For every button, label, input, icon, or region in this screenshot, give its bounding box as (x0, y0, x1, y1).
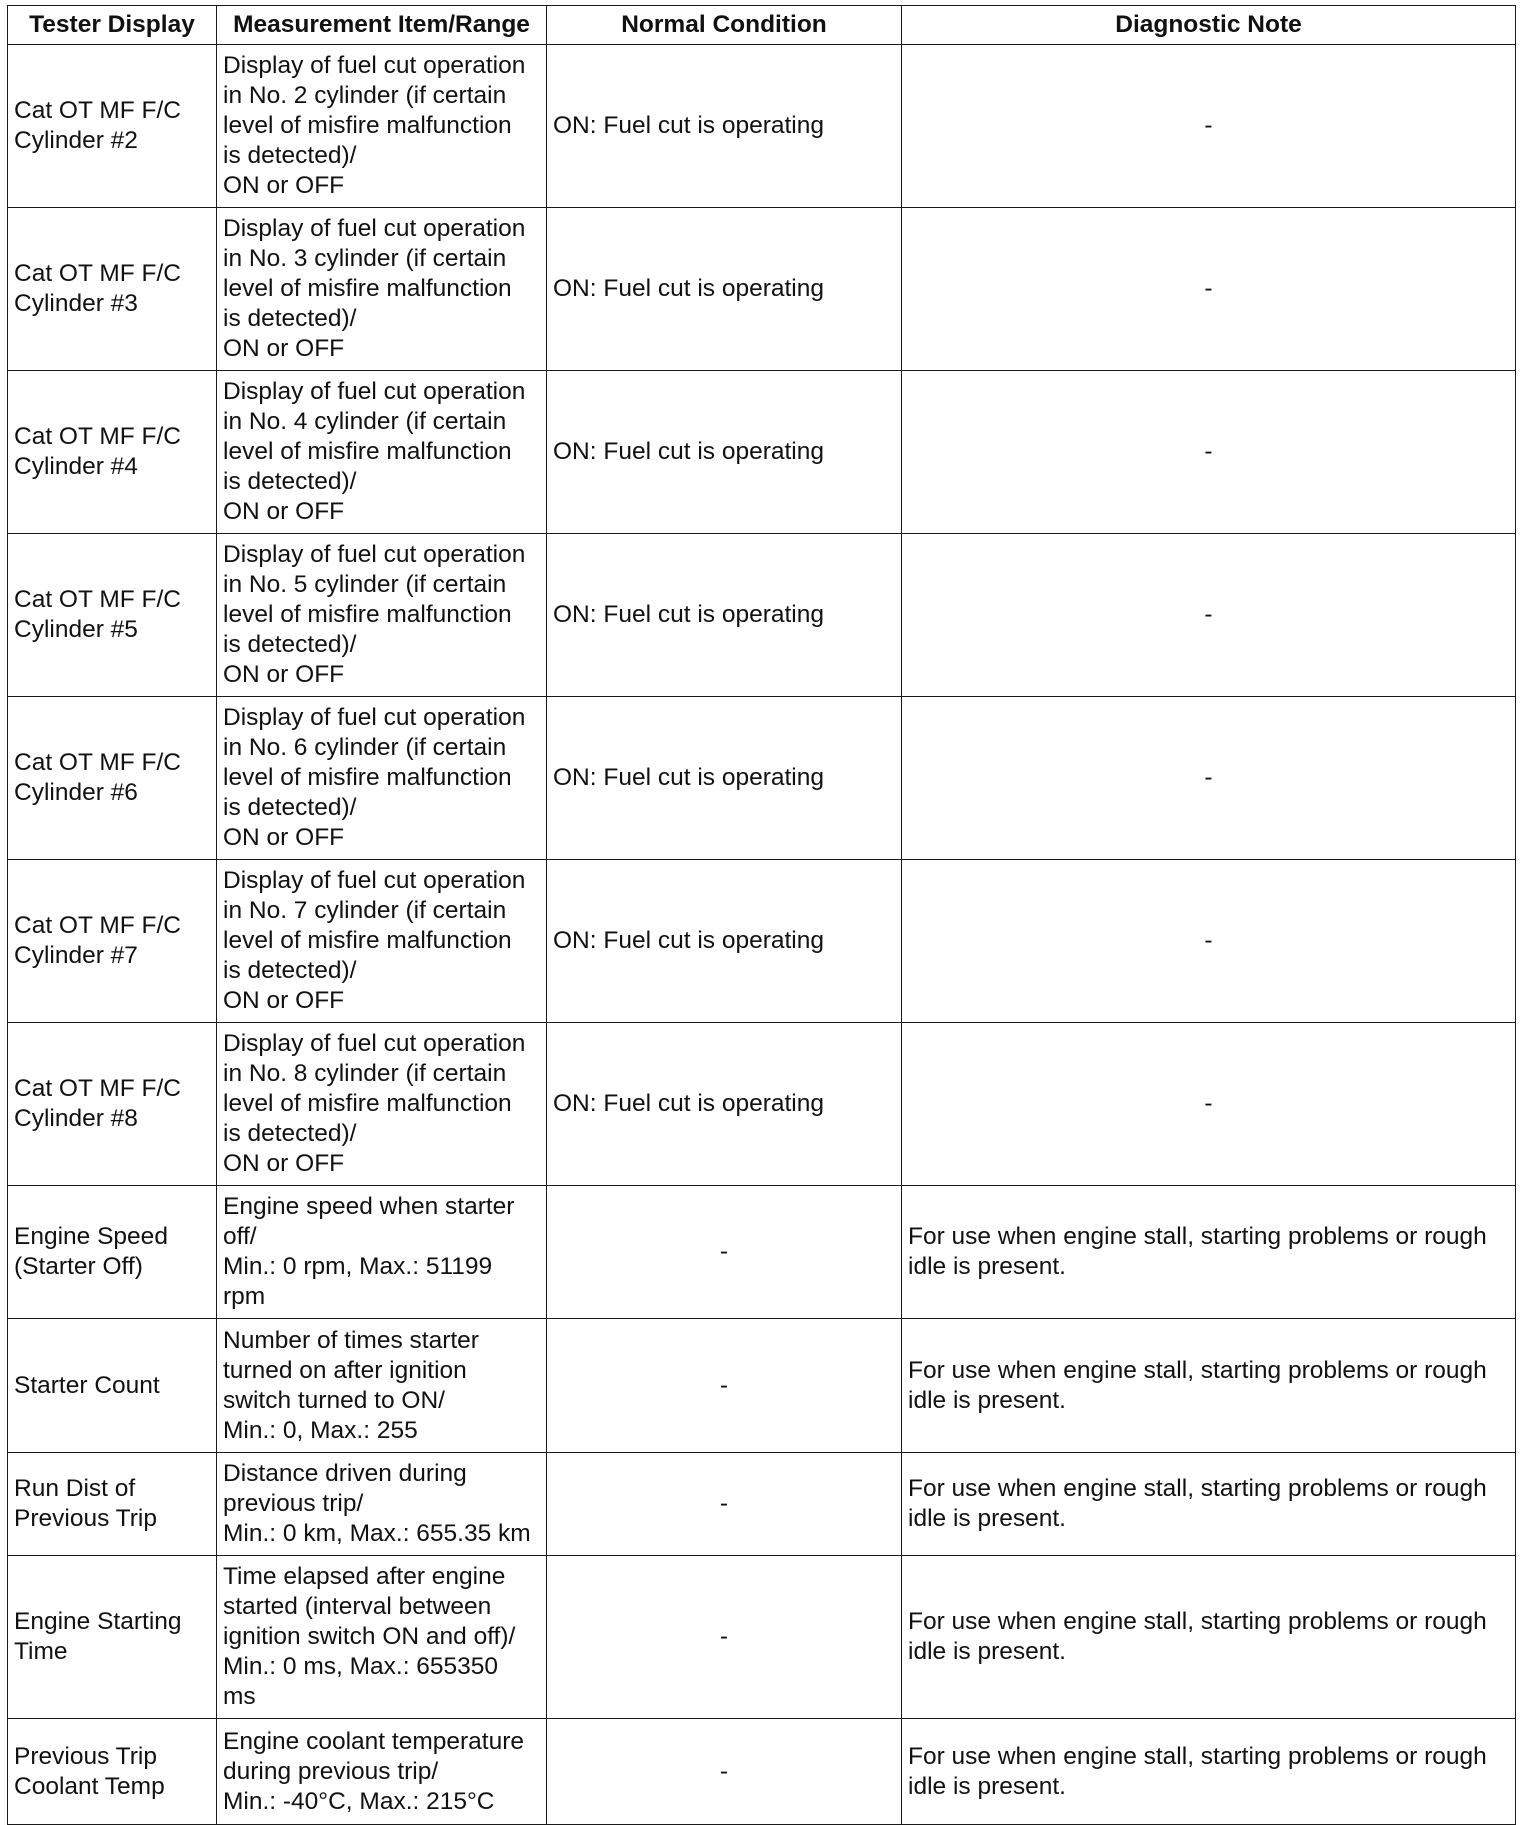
measurement-item-cell (217, 534, 547, 697)
normal-condition-text: ON: Fuel cut is operating (553, 438, 824, 465)
measurement-item-cell-line: is detected)/ (223, 1120, 357, 1147)
measurement-item-cell-line: ON or OFF (223, 498, 345, 525)
measurement-item-cell-line: ms (223, 1683, 256, 1710)
measurement-item-cell-line: Min.: -40°C, Max.: 215°C (223, 1787, 495, 1815)
normal-condition-text: - (719, 1623, 729, 1650)
measurement-item-cell-line: Number of times starter (223, 1326, 479, 1354)
measurement-item-cell-line: Display of fuel cut operation (223, 541, 526, 568)
table-body (8, 45, 1516, 1825)
header-normal-condition: Normal Condition (547, 6, 902, 45)
header-row (8, 6, 1516, 45)
measurement-item-cell-line: in No. 3 cylinder (if certain (223, 245, 507, 272)
measurement-item-cell-line: ON or OFF (223, 987, 345, 1014)
measurement-item-cell-line: Time elapsed after engine (223, 1563, 506, 1590)
tester-display-cell-line: Cat OT MF F/C (14, 912, 181, 939)
measurement-item-cell-line: Display of fuel cut operation (223, 215, 526, 242)
measurement-item-cell (217, 860, 547, 1023)
tester-display-cell-line: Cylinder #4 (14, 453, 138, 480)
diagnostic-note-cell-line: For use when engine stall, starting problems or rough (908, 1742, 1487, 1770)
table-row (8, 208, 1516, 371)
normal-condition-cell (547, 1023, 902, 1186)
measurement-item-cell-line: Distance driven during (223, 1460, 467, 1487)
normal-condition-text: ON: Fuel cut is operating (553, 764, 824, 791)
tester-display-cell-line: Cat OT MF F/C (14, 260, 181, 287)
measurement-item-cell-line: started (interval between (223, 1593, 492, 1620)
diagnostic-note-cell-line: idle is present. (908, 1386, 1066, 1414)
normal-condition-cell (547, 1453, 902, 1556)
measurement-item-cell-line: rpm (223, 1283, 266, 1310)
tester-display-cell (8, 45, 217, 208)
measurement-item-cell-line: Min.: 0 rpm, Max.: 51199 (223, 1253, 493, 1280)
measurement-item-cell (217, 1319, 547, 1453)
measurement-item-cell-line: switch turned to ON/ (223, 1386, 445, 1414)
measurement-item-cell-line: in No. 2 cylinder (if certain (223, 82, 507, 109)
normal-condition-cell (547, 697, 902, 860)
measurement-item-cell-line: Display of fuel cut operation (223, 378, 526, 405)
tester-display-cell-line: Cat OT MF F/C (14, 97, 181, 124)
tester-display-cell-line: Cylinder #5 (14, 616, 138, 643)
tester-display-cell (8, 534, 217, 697)
table-row (8, 860, 1516, 1023)
measurement-item-cell (217, 1186, 547, 1319)
diagnostic-note-cell-line: For use when engine stall, starting problems or rough (908, 1223, 1487, 1250)
measurement-item-cell-line: ON or OFF (223, 661, 345, 688)
tester-display-cell-line: Run Dist of (14, 1475, 136, 1502)
table-row (8, 1453, 1516, 1556)
diagnostic-note-cell (902, 1023, 1516, 1186)
measurement-item-cell-line: Min.: 0 km, Max.: 655.35 km (223, 1520, 531, 1547)
normal-condition-cell (547, 208, 902, 371)
measurement-item-cell (217, 1719, 547, 1825)
header-diagnostic-note: Diagnostic Note (902, 6, 1516, 45)
measurement-item-cell-line: is detected)/ (223, 794, 357, 821)
measurement-item-cell-line: Min.: 0 ms, Max.: 655350 (223, 1653, 499, 1680)
table-row (8, 534, 1516, 697)
data-list-sheet (7, 5, 1515, 1825)
diagnostic-note-cell-line: idle is present. (908, 1638, 1066, 1665)
diagnostic-note-cell-line: For use when engine stall, starting problems or rough (908, 1356, 1487, 1384)
measurement-item-cell-line: ON or OFF (223, 1150, 345, 1177)
measurement-item-cell-line: during previous trip/ (223, 1757, 439, 1785)
normal-condition-cell (547, 860, 902, 1023)
normal-condition-cell (547, 1719, 902, 1825)
measurement-item-cell-line: in No. 7 cylinder (if certain (223, 897, 507, 924)
measurement-item-cell (217, 208, 547, 371)
diagnostic-note-cell-line: - (1204, 1090, 1213, 1117)
normal-condition-text: - (719, 1238, 729, 1265)
normal-condition-text: - (719, 1757, 729, 1785)
normal-condition-text: ON: Fuel cut is operating (553, 112, 824, 139)
measurement-item-cell-line: Display of fuel cut operation (223, 867, 526, 894)
tester-display-cell-line: Cylinder #7 (14, 942, 138, 969)
diagnostic-note-cell-line: - (1204, 275, 1213, 302)
tester-display-cell-line: Cat OT MF F/C (14, 749, 181, 776)
measurement-item-cell-line: is detected)/ (223, 631, 357, 658)
measurement-item-cell-line: level of misfire malfunction (223, 112, 512, 139)
tester-display-cell-line: Cylinder #3 (14, 290, 138, 317)
table-row (8, 371, 1516, 534)
normal-condition-text: - (719, 1371, 729, 1399)
normal-condition-cell (547, 371, 902, 534)
tester-display-cell-line: Cat OT MF F/C (14, 423, 181, 450)
tester-display-cell-line: Time (14, 1638, 68, 1665)
tester-display-cell-line: (Starter Off) (14, 1253, 143, 1280)
tester-display-cell-line: Cylinder #8 (14, 1105, 138, 1132)
tester-display-cell (8, 1319, 217, 1453)
normal-condition-cell (547, 1556, 902, 1719)
normal-condition-text: - (719, 1490, 729, 1517)
measurement-item-cell-line: previous trip/ (223, 1490, 364, 1517)
measurement-item-cell (217, 1556, 547, 1719)
table-row (8, 697, 1516, 860)
diagnostic-note-cell (902, 371, 1516, 534)
tester-display-cell (8, 1719, 217, 1825)
tester-display-cell (8, 1023, 217, 1186)
measurement-item-cell-line: Engine coolant temperature (223, 1727, 524, 1755)
tester-display-cell-line: Cat OT MF F/C (14, 1075, 181, 1102)
measurement-item-cell-line: Display of fuel cut operation (223, 52, 526, 79)
measurement-item-cell-line: level of misfire malfunction (223, 927, 512, 954)
measurement-item-cell-line: is detected)/ (223, 305, 357, 332)
header-tester-display: Tester Display (8, 6, 217, 45)
measurement-item-cell-line: in No. 4 cylinder (if certain (223, 408, 507, 435)
normal-condition-text: ON: Fuel cut is operating (553, 601, 824, 628)
measurement-item-cell-line: is detected)/ (223, 468, 357, 495)
measurement-item-cell-line: ON or OFF (223, 172, 345, 199)
tester-display-cell-line: Cat OT MF F/C (14, 586, 181, 613)
diagnostic-note-cell (902, 208, 1516, 371)
diagnostic-note-cell-line: - (1204, 601, 1213, 628)
tester-display-cell-line: Coolant Temp (14, 1772, 165, 1800)
diagnostic-note-cell-line: - (1204, 927, 1213, 954)
measurement-item-cell (217, 697, 547, 860)
diagnostic-note-cell (902, 1453, 1516, 1556)
measurement-item-cell-line: Engine speed when starter (223, 1193, 515, 1220)
diagnostic-note-cell-line: - (1204, 438, 1213, 465)
diagnostic-note-cell (902, 860, 1516, 1023)
tester-display-cell (8, 1556, 217, 1719)
diagnostic-note-cell-line: idle is present. (908, 1505, 1066, 1532)
measurement-item-cell (217, 371, 547, 534)
diagnostic-note-cell-line: For use when engine stall, starting problems or rough (908, 1475, 1487, 1502)
normal-condition-text: ON: Fuel cut is operating (553, 1090, 824, 1117)
table-row (8, 45, 1516, 208)
diagnostic-note-cell (902, 1719, 1516, 1825)
measurement-item-cell-line: level of misfire malfunction (223, 1090, 512, 1117)
measurement-item-cell-line: Display of fuel cut operation (223, 704, 526, 731)
normal-condition-text: ON: Fuel cut is operating (553, 275, 824, 302)
measurement-item-cell-line: Min.: 0, Max.: 255 (223, 1416, 418, 1444)
tester-display-cell-line: Engine Speed (14, 1223, 168, 1250)
table-row (8, 1186, 1516, 1319)
tester-display-cell-line: Starter Count (14, 1371, 160, 1399)
diagnostic-note-cell-line: idle is present. (908, 1253, 1066, 1280)
table-row (8, 1023, 1516, 1186)
diagnostic-note-cell (902, 534, 1516, 697)
tester-display-cell (8, 371, 217, 534)
tester-display-cell (8, 697, 217, 860)
measurement-item-cell (217, 1453, 547, 1556)
tester-display-cell (8, 1453, 217, 1556)
measurement-item-cell-line: in No. 6 cylinder (if certain (223, 734, 507, 761)
measurement-item-cell-line: is detected)/ (223, 142, 357, 169)
tester-display-cell-line: Previous Trip (14, 1742, 157, 1770)
tester-display-cell-line: Previous Trip (14, 1505, 157, 1532)
measurement-item-cell-line: ignition switch ON and off)/ (223, 1623, 516, 1650)
normal-condition-cell (547, 1186, 902, 1319)
table-row (8, 1556, 1516, 1719)
measurement-item-cell-line: is detected)/ (223, 957, 357, 984)
diagnostic-note-cell (902, 1186, 1516, 1319)
measurement-item-cell-line: ON or OFF (223, 824, 345, 851)
measurement-item-cell-line: in No. 8 cylinder (if certain (223, 1060, 507, 1087)
measurement-item-cell-line: turned on after ignition (223, 1356, 467, 1384)
normal-condition-cell (547, 534, 902, 697)
measurement-item-cell-line: Display of fuel cut operation (223, 1030, 526, 1057)
tester-display-cell (8, 860, 217, 1023)
diagnostic-note-cell (902, 1556, 1516, 1719)
normal-condition-text: ON: Fuel cut is operating (553, 927, 824, 954)
tester-display-cell (8, 1186, 217, 1319)
tester-display-cell-line: Engine Starting (14, 1608, 182, 1635)
table-row (8, 1319, 1516, 1453)
diagnostic-note-cell-line: For use when engine stall, starting problems or rough (908, 1608, 1487, 1635)
tester-display-cell-line: Cylinder #2 (14, 127, 138, 154)
normal-condition-cell (547, 1319, 902, 1453)
diagnostic-note-cell (902, 45, 1516, 208)
measurement-item-cell (217, 45, 547, 208)
measurement-item-cell-line: off/ (223, 1223, 257, 1250)
diagnostic-note-cell-line: - (1204, 764, 1213, 791)
measurement-item-cell-line: level of misfire malfunction (223, 275, 512, 302)
diagnostic-note-cell-line: idle is present. (908, 1772, 1066, 1800)
diagnostic-note-cell (902, 1319, 1516, 1453)
measurement-item-cell-line: ON or OFF (223, 335, 345, 362)
measurement-item-cell-line: level of misfire malfunction (223, 601, 512, 628)
measurement-item-cell-line: level of misfire malfunction (223, 764, 512, 791)
table-header (8, 6, 1516, 45)
tester-display-cell (8, 208, 217, 371)
measurement-item-cell (217, 1023, 547, 1186)
measurement-item-cell-line: level of misfire malfunction (223, 438, 512, 465)
data-list-table (7, 5, 1516, 1825)
measurement-item-cell-line: in No. 5 cylinder (if certain (223, 571, 507, 598)
diagnostic-note-cell-line: - (1204, 112, 1213, 139)
header-measurement-item-range: Measurement Item/Range (217, 6, 547, 45)
diagnostic-note-cell (902, 697, 1516, 860)
normal-condition-cell (547, 45, 902, 208)
table-row (8, 1719, 1516, 1825)
tester-display-cell-line: Cylinder #6 (14, 779, 138, 806)
